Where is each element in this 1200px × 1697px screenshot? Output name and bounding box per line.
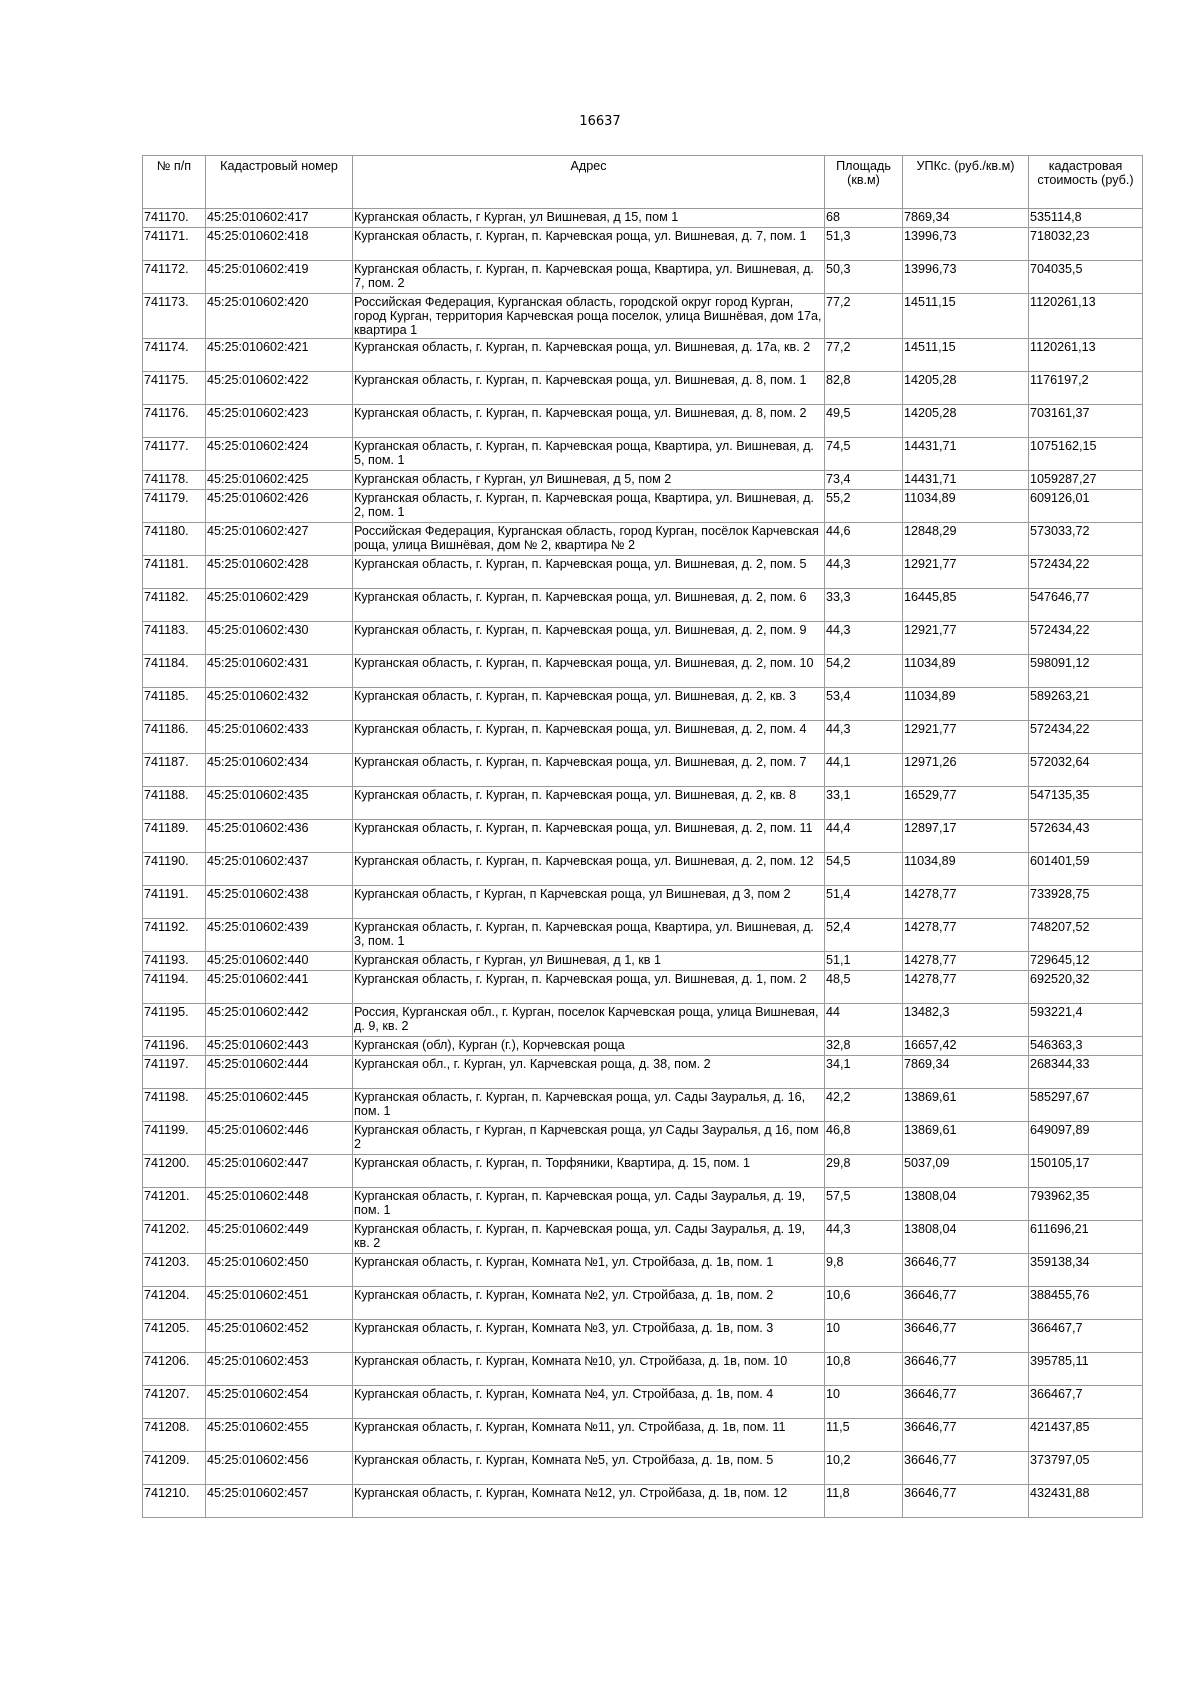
cell-area: 53,4	[825, 688, 903, 721]
cell-address: Курганская область, г. Курган, п. Карчевская роща, ул. Вишневая, д. 2, пом. 6	[353, 589, 825, 622]
cell-cadastral-value: 704035,5	[1029, 261, 1143, 294]
cell-cadastral-number: 45:25:010602:417	[206, 209, 353, 228]
cell-cadastral-number: 45:25:010602:445	[206, 1089, 353, 1122]
cell-cadastral-value: 718032,23	[1029, 228, 1143, 261]
cell-area: 11,5	[825, 1419, 903, 1452]
cell-area: 74,5	[825, 438, 903, 471]
cell-num: 741208.	[143, 1419, 206, 1452]
cell-cadastral-value: 366467,7	[1029, 1386, 1143, 1419]
cell-cadastral-number: 45:25:010602:450	[206, 1254, 353, 1287]
cell-cadastral-number: 45:25:010602:437	[206, 853, 353, 886]
cell-upks: 36646,77	[903, 1254, 1029, 1287]
cell-upks: 36646,77	[903, 1386, 1029, 1419]
cell-cadastral-value: 373797,05	[1029, 1452, 1143, 1485]
cell-num: 741199.	[143, 1122, 206, 1155]
cell-area: 44,3	[825, 556, 903, 589]
cell-cadastral-number: 45:25:010602:446	[206, 1122, 353, 1155]
table-row	[143, 209, 1143, 228]
cell-cadastral-value: 388455,76	[1029, 1287, 1143, 1320]
cell-area: 44,6	[825, 523, 903, 556]
cell-cadastral-number: 45:25:010602:422	[206, 372, 353, 405]
cell-address: Курганская область, г. Курган, п. Карчевская роща, Квартира, ул. Вишневая, д. 2, пом. 1	[353, 490, 825, 523]
cell-address: Курганская область, г. Курган, п. Карчевская роща, ул. Вишневая, д. 8, пом. 1	[353, 372, 825, 405]
cell-upks: 13482,3	[903, 1004, 1029, 1037]
header-upks: УПКс. (руб./кв.м)	[903, 156, 1029, 209]
cell-cadastral-value: 593221,4	[1029, 1004, 1143, 1037]
cell-cadastral-number: 45:25:010602:432	[206, 688, 353, 721]
cell-upks: 14278,77	[903, 886, 1029, 919]
cell-cadastral-number: 45:25:010602:419	[206, 261, 353, 294]
cell-cadastral-number: 45:25:010602:456	[206, 1452, 353, 1485]
cell-num: 741185.	[143, 688, 206, 721]
table-row	[143, 787, 1143, 820]
cell-area: 57,5	[825, 1188, 903, 1221]
cell-cadastral-value: 1176197,2	[1029, 372, 1143, 405]
cell-upks: 12897,17	[903, 820, 1029, 853]
cell-address: Курганская область, г. Курган, п. Карчевская роща, ул. Сады Зауралья, д. 19, пом. 1	[353, 1188, 825, 1221]
table-row	[143, 655, 1143, 688]
cell-num: 741178.	[143, 471, 206, 490]
cell-cadastral-value: 748207,52	[1029, 919, 1143, 952]
cell-area: 9,8	[825, 1254, 903, 1287]
cell-cadastral-value: 649097,89	[1029, 1122, 1143, 1155]
cadastral-value-table	[142, 155, 1143, 1518]
cell-address: Курганская область, г. Курган, п. Карчевская роща, Квартира, ул. Вишневая, д. 5, пом. 1	[353, 438, 825, 471]
cell-cadastral-value: 733928,75	[1029, 886, 1143, 919]
table-row	[143, 471, 1143, 490]
table-row	[143, 952, 1143, 971]
cell-upks: 13996,73	[903, 228, 1029, 261]
table-row	[143, 886, 1143, 919]
table-row	[143, 1188, 1143, 1221]
cell-upks: 12921,77	[903, 556, 1029, 589]
header-area: Площадь (кв.м)	[825, 156, 903, 209]
table-row	[143, 622, 1143, 655]
cell-area: 82,8	[825, 372, 903, 405]
table-row	[143, 1320, 1143, 1353]
cell-address: Курганская область, г Курган, п Карчевская роща, ул Сады Зауралья, д 16, пом 2	[353, 1122, 825, 1155]
header-num: № п/п	[143, 156, 206, 209]
cell-num: 741202.	[143, 1221, 206, 1254]
cell-cadastral-number: 45:25:010602:455	[206, 1419, 353, 1452]
cell-num: 741174.	[143, 339, 206, 372]
cell-area: 51,3	[825, 228, 903, 261]
cell-num: 741184.	[143, 655, 206, 688]
cell-upks: 5037,09	[903, 1155, 1029, 1188]
cell-area: 54,5	[825, 853, 903, 886]
cell-cadastral-number: 45:25:010602:447	[206, 1155, 353, 1188]
cell-address: Российская Федерация, Курганская область, городской округ город Курган, город Курган, территория Карчевская роща поселок, улица Вишнёвая, дом 17а, квартира 1	[353, 294, 825, 339]
cell-area: 33,3	[825, 589, 903, 622]
cell-upks: 14205,28	[903, 372, 1029, 405]
table-row	[143, 1386, 1143, 1419]
cell-area: 10,6	[825, 1287, 903, 1320]
cell-cadastral-number: 45:25:010602:421	[206, 339, 353, 372]
table-row	[143, 490, 1143, 523]
cell-cadastral-number: 45:25:010602:441	[206, 971, 353, 1004]
cell-cadastral-number: 45:25:010602:435	[206, 787, 353, 820]
cell-area: 48,5	[825, 971, 903, 1004]
cell-num: 741203.	[143, 1254, 206, 1287]
table-row	[143, 228, 1143, 261]
cell-address: Курганская область, г. Курган, п. Карчевская роща, ул. Сады Зауралья, д. 16, пом. 1	[353, 1089, 825, 1122]
cell-area: 68	[825, 209, 903, 228]
cell-address: Курганская область, г. Курган, п. Карчевская роща, ул. Вишневая, д. 7, пом. 1	[353, 228, 825, 261]
cell-num: 741198.	[143, 1089, 206, 1122]
table-row	[143, 1221, 1143, 1254]
cell-cadastral-value: 703161,37	[1029, 405, 1143, 438]
cell-upks: 36646,77	[903, 1452, 1029, 1485]
cell-num: 741179.	[143, 490, 206, 523]
cell-num: 741170.	[143, 209, 206, 228]
cell-cadastral-value: 573033,72	[1029, 523, 1143, 556]
cell-address: Курганская область, г. Курган, п. Карчевская роща, ул. Вишневая, д. 2, пом. 5	[353, 556, 825, 589]
cell-num: 741209.	[143, 1452, 206, 1485]
cell-cadastral-number: 45:25:010602:424	[206, 438, 353, 471]
cell-upks: 12921,77	[903, 622, 1029, 655]
cell-num: 741196.	[143, 1037, 206, 1056]
cell-cadastral-value: 1075162,15	[1029, 438, 1143, 471]
table-row	[143, 405, 1143, 438]
cell-address: Курганская область, г. Курган, п. Карчевская роща, ул. Вишневая, д. 17а, кв. 2	[353, 339, 825, 372]
cell-cadastral-value: 432431,88	[1029, 1485, 1143, 1518]
cell-num: 741205.	[143, 1320, 206, 1353]
cell-cadastral-value: 598091,12	[1029, 655, 1143, 688]
cell-upks: 36646,77	[903, 1353, 1029, 1386]
cell-cadastral-number: 45:25:010602:434	[206, 754, 353, 787]
cell-area: 51,1	[825, 952, 903, 971]
cell-num: 741190.	[143, 853, 206, 886]
cell-address: Курганская область, г. Курган, п. Карчевская роща, ул. Сады Зауралья, д. 19, кв. 2	[353, 1221, 825, 1254]
table-row	[143, 1419, 1143, 1452]
cell-address: Курганская область, г. Курган, Комната №1, ул. Стройбаза, д. 1в, пом. 1	[353, 1254, 825, 1287]
cell-cadastral-number: 45:25:010602:429	[206, 589, 353, 622]
cell-area: 54,2	[825, 655, 903, 688]
cell-cadastral-value: 611696,21	[1029, 1221, 1143, 1254]
cell-cadastral-value: 601401,59	[1029, 853, 1143, 886]
cell-cadastral-number: 45:25:010602:423	[206, 405, 353, 438]
cell-cadastral-number: 45:25:010602:454	[206, 1386, 353, 1419]
cell-num: 741182.	[143, 589, 206, 622]
table-row	[143, 438, 1143, 471]
cell-num: 741204.	[143, 1287, 206, 1320]
cell-address: Курганская область, г. Курган, п. Карчевская роща, ул. Вишневая, д. 2, пом. 7	[353, 754, 825, 787]
cell-area: 42,2	[825, 1089, 903, 1122]
cell-cadastral-value: 572032,64	[1029, 754, 1143, 787]
cell-upks: 7869,34	[903, 1056, 1029, 1089]
cell-num: 741187.	[143, 754, 206, 787]
cell-address: Курганская область, г. Курган, п. Карчевская роща, ул. Вишневая, д. 2, кв. 3	[353, 688, 825, 721]
cell-upks: 14511,15	[903, 339, 1029, 372]
cell-upks: 7869,34	[903, 209, 1029, 228]
table-row	[143, 294, 1143, 339]
cell-cadastral-value: 793962,35	[1029, 1188, 1143, 1221]
cell-cadastral-number: 45:25:010602:449	[206, 1221, 353, 1254]
cell-cadastral-value: 535114,8	[1029, 209, 1143, 228]
cell-area: 32,8	[825, 1037, 903, 1056]
table-row	[143, 1037, 1143, 1056]
cell-cadastral-number: 45:25:010602:426	[206, 490, 353, 523]
cell-address: Курганская область, г. Курган, Комната №12, ул. Стройбаза, д. 1в, пом. 12	[353, 1485, 825, 1518]
cell-cadastral-value: 572434,22	[1029, 622, 1143, 655]
table-header-row	[143, 156, 1143, 209]
cell-area: 44,3	[825, 1221, 903, 1254]
cell-num: 741183.	[143, 622, 206, 655]
cell-num: 741181.	[143, 556, 206, 589]
cell-cadastral-value: 359138,34	[1029, 1254, 1143, 1287]
cell-address: Курганская область, г. Курган, п. Карчевская роща, Квартира, ул. Вишневая, д. 7, пом. 2	[353, 261, 825, 294]
cell-upks: 16445,85	[903, 589, 1029, 622]
cell-area: 10	[825, 1320, 903, 1353]
cell-area: 44	[825, 1004, 903, 1037]
cell-cadastral-number: 45:25:010602:427	[206, 523, 353, 556]
cell-address: Курганская область, г. Курган, Комната №4, ул. Стройбаза, д. 1в, пом. 4	[353, 1386, 825, 1419]
cell-upks: 11034,89	[903, 853, 1029, 886]
cell-cadastral-number: 45:25:010602:457	[206, 1485, 353, 1518]
cell-cadastral-number: 45:25:010602:444	[206, 1056, 353, 1089]
cell-cadastral-value: 609126,01	[1029, 490, 1143, 523]
cell-cadastral-number: 45:25:010602:433	[206, 721, 353, 754]
cell-area: 44,4	[825, 820, 903, 853]
cell-area: 44,3	[825, 721, 903, 754]
cell-cadastral-value: 546363,3	[1029, 1037, 1143, 1056]
cell-upks: 36646,77	[903, 1485, 1029, 1518]
cell-address: Российская Федерация, Курганская область, город Курган, посёлок Карчевская роща, улица Вишнёвая, дом № 2, квартира № 2	[353, 523, 825, 556]
table-row	[143, 556, 1143, 589]
cell-address: Россия, Курганская обл., г. Курган, поселок Карчевская роща, улица Вишневая, д. 9, кв. 2	[353, 1004, 825, 1037]
cell-address: Курганская область, г Курган, ул Вишневая, д 15, пом 1	[353, 209, 825, 228]
cell-num: 741186.	[143, 721, 206, 754]
cell-address: Курганская область, г. Курган, п. Карчевская роща, ул. Вишневая, д. 8, пом. 2	[353, 405, 825, 438]
cell-num: 741207.	[143, 1386, 206, 1419]
cell-upks: 36646,77	[903, 1419, 1029, 1452]
cell-cadastral-number: 45:25:010602:442	[206, 1004, 353, 1037]
cell-address: Курганская область, г. Курган, Комната №11, ул. Стройбаза, д. 1в, пом. 11	[353, 1419, 825, 1452]
cell-area: 29,8	[825, 1155, 903, 1188]
cell-num: 741172.	[143, 261, 206, 294]
table-row	[143, 971, 1143, 1004]
cell-cadastral-value: 421437,85	[1029, 1419, 1143, 1452]
cell-cadastral-value: 547646,77	[1029, 589, 1143, 622]
cell-area: 77,2	[825, 339, 903, 372]
table-row	[143, 589, 1143, 622]
cell-cadastral-value: 572434,22	[1029, 721, 1143, 754]
cell-upks: 11034,89	[903, 688, 1029, 721]
cell-num: 741176.	[143, 405, 206, 438]
cell-upks: 36646,77	[903, 1320, 1029, 1353]
cell-cadastral-value: 692520,32	[1029, 971, 1143, 1004]
table-row	[143, 1287, 1143, 1320]
cell-cadastral-value: 366467,7	[1029, 1320, 1143, 1353]
cell-cadastral-number: 45:25:010602:425	[206, 471, 353, 490]
cell-area: 55,2	[825, 490, 903, 523]
table-row	[143, 339, 1143, 372]
cell-upks: 13808,04	[903, 1221, 1029, 1254]
table-row	[143, 1004, 1143, 1037]
cell-upks: 16657,42	[903, 1037, 1029, 1056]
cell-address: Курганская область, г Курган, ул Вишневая, д 1, кв 1	[353, 952, 825, 971]
cell-upks: 12848,29	[903, 523, 1029, 556]
header-address: Адрес	[353, 156, 825, 209]
cell-cadastral-value: 572634,43	[1029, 820, 1143, 853]
cell-num: 741195.	[143, 1004, 206, 1037]
cell-cadastral-value: 547135,35	[1029, 787, 1143, 820]
table-row	[143, 919, 1143, 952]
cell-cadastral-number: 45:25:010602:448	[206, 1188, 353, 1221]
cell-address: Курганская область, г. Курган, п. Карчевская роща, ул. Вишневая, д. 2, пом. 11	[353, 820, 825, 853]
cell-area: 77,2	[825, 294, 903, 339]
cell-address: Курганская область, г. Курган, п. Карчевская роща, ул. Вишневая, д. 2, пом. 4	[353, 721, 825, 754]
cell-upks: 16529,77	[903, 787, 1029, 820]
cell-num: 741193.	[143, 952, 206, 971]
cell-upks: 14205,28	[903, 405, 1029, 438]
cell-area: 10,8	[825, 1353, 903, 1386]
cell-cadastral-number: 45:25:010602:436	[206, 820, 353, 853]
cell-num: 741189.	[143, 820, 206, 853]
cell-upks: 13808,04	[903, 1188, 1029, 1221]
cell-num: 741180.	[143, 523, 206, 556]
table-row	[143, 853, 1143, 886]
cell-area: 49,5	[825, 405, 903, 438]
cell-upks: 14278,77	[903, 971, 1029, 1004]
cell-address: Курганская область, г. Курган, Комната №10, ул. Стройбаза, д. 1в, пом. 10	[353, 1353, 825, 1386]
cell-cadastral-number: 45:25:010602:438	[206, 886, 353, 919]
cell-cadastral-number: 45:25:010602:451	[206, 1287, 353, 1320]
table-row	[143, 1254, 1143, 1287]
cell-address: Курганская область, г. Курган, Комната №3, ул. Стройбаза, д. 1в, пом. 3	[353, 1320, 825, 1353]
cell-address: Курганская область, г. Курган, п. Карчевская роща, ул. Вишневая, д. 2, пом. 12	[353, 853, 825, 886]
cell-upks: 12921,77	[903, 721, 1029, 754]
page-number: 16637	[579, 114, 621, 129]
table-row	[143, 1122, 1143, 1155]
cell-cadastral-value: 395785,11	[1029, 1353, 1143, 1386]
cell-cadastral-number: 45:25:010602:418	[206, 228, 353, 261]
table-row	[143, 1452, 1143, 1485]
cell-cadastral-number: 45:25:010602:440	[206, 952, 353, 971]
cell-cadastral-number: 45:25:010602:431	[206, 655, 353, 688]
cell-address: Курганская (обл), Курган (г.), Корчевская роща	[353, 1037, 825, 1056]
cell-address: Курганская область, г. Курган, п. Карчевская роща, ул. Вишневая, д. 2, кв. 8	[353, 787, 825, 820]
cell-cadastral-number: 45:25:010602:453	[206, 1353, 353, 1386]
cell-cadastral-number: 45:25:010602:452	[206, 1320, 353, 1353]
table-row	[143, 261, 1143, 294]
header-cadastral-value: кадастровая стоимость (руб.)	[1029, 156, 1143, 209]
cell-num: 741210.	[143, 1485, 206, 1518]
cell-address: Курганская область, г. Курган, п. Карчевская роща, ул. Вишневая, д. 1, пом. 2	[353, 971, 825, 1004]
cell-num: 741177.	[143, 438, 206, 471]
cell-address: Курганская область, г. Курган, п. Карчевская роща, Квартира, ул. Вишневая, д. 3, пом. 1	[353, 919, 825, 952]
table-row	[143, 1089, 1143, 1122]
cell-upks: 36646,77	[903, 1287, 1029, 1320]
cell-upks: 13869,61	[903, 1122, 1029, 1155]
cell-area: 34,1	[825, 1056, 903, 1089]
cell-address: Курганская область, г Курган, ул Вишневая, д 5, пом 2	[353, 471, 825, 490]
cell-address: Курганская область, г Курган, п Карчевская роща, ул Вишневая, д 3, пом 2	[353, 886, 825, 919]
cell-area: 11,8	[825, 1485, 903, 1518]
cell-num: 741188.	[143, 787, 206, 820]
cell-cadastral-number: 45:25:010602:439	[206, 919, 353, 952]
cell-area: 52,4	[825, 919, 903, 952]
cell-area: 73,4	[825, 471, 903, 490]
table-row	[143, 754, 1143, 787]
cell-cadastral-value: 572434,22	[1029, 556, 1143, 589]
cell-num: 741194.	[143, 971, 206, 1004]
cell-cadastral-number: 45:25:010602:443	[206, 1037, 353, 1056]
cell-area: 44,1	[825, 754, 903, 787]
cell-num: 741173.	[143, 294, 206, 339]
cell-upks: 12971,26	[903, 754, 1029, 787]
header-cadastral-number: Кадастровый номер	[206, 156, 353, 209]
cell-cadastral-value: 1059287,27	[1029, 471, 1143, 490]
cell-address: Курганская область, г. Курган, Комната №2, ул. Стройбаза, д. 1в, пом. 2	[353, 1287, 825, 1320]
cell-upks: 14431,71	[903, 471, 1029, 490]
cell-upks: 11034,89	[903, 490, 1029, 523]
cell-address: Курганская область, г. Курган, Комната №5, ул. Стройбаза, д. 1в, пом. 5	[353, 1452, 825, 1485]
cell-cadastral-value: 585297,67	[1029, 1089, 1143, 1122]
cell-area: 50,3	[825, 261, 903, 294]
cell-area: 10,2	[825, 1452, 903, 1485]
cell-area: 51,4	[825, 886, 903, 919]
cell-address: Курганская область, г. Курган, п. Карчевская роща, ул. Вишневая, д. 2, пом. 9	[353, 622, 825, 655]
table-row	[143, 1155, 1143, 1188]
cell-upks: 13869,61	[903, 1089, 1029, 1122]
cell-num: 741206.	[143, 1353, 206, 1386]
cell-cadastral-number: 45:25:010602:428	[206, 556, 353, 589]
cell-area: 10	[825, 1386, 903, 1419]
cell-num: 741200.	[143, 1155, 206, 1188]
table-row	[143, 523, 1143, 556]
cell-address: Курганская область, г. Курган, п. Карчевская роща, ул. Вишневая, д. 2, пом. 10	[353, 655, 825, 688]
table-row	[143, 1056, 1143, 1089]
cell-upks: 13996,73	[903, 261, 1029, 294]
cell-upks: 14278,77	[903, 952, 1029, 971]
cell-num: 741201.	[143, 1188, 206, 1221]
cell-address: Курганская обл., г. Курган, ул. Карчевская роща, д. 38, пом. 2	[353, 1056, 825, 1089]
cell-cadastral-value: 1120261,13	[1029, 294, 1143, 339]
table-row	[143, 372, 1143, 405]
cell-num: 741197.	[143, 1056, 206, 1089]
cell-cadastral-value: 729645,12	[1029, 952, 1143, 971]
table-row	[143, 721, 1143, 754]
cell-num: 741192.	[143, 919, 206, 952]
cell-address: Курганская область, г. Курган, п. Торфяники, Квартира, д. 15, пом. 1	[353, 1155, 825, 1188]
cell-upks: 14278,77	[903, 919, 1029, 952]
cell-cadastral-value: 1120261,13	[1029, 339, 1143, 372]
cell-cadastral-value: 589263,21	[1029, 688, 1143, 721]
cell-cadastral-number: 45:25:010602:420	[206, 294, 353, 339]
table-row	[143, 1485, 1143, 1518]
cell-cadastral-number: 45:25:010602:430	[206, 622, 353, 655]
cell-num: 741171.	[143, 228, 206, 261]
cell-upks: 11034,89	[903, 655, 1029, 688]
table-row	[143, 688, 1143, 721]
cell-cadastral-value: 150105,17	[1029, 1155, 1143, 1188]
table-row	[143, 1353, 1143, 1386]
cell-area: 46,8	[825, 1122, 903, 1155]
cell-upks: 14431,71	[903, 438, 1029, 471]
cell-upks: 14511,15	[903, 294, 1029, 339]
cell-area: 44,3	[825, 622, 903, 655]
cell-num: 741175.	[143, 372, 206, 405]
cell-cadastral-value: 268344,33	[1029, 1056, 1143, 1089]
cell-area: 33,1	[825, 787, 903, 820]
table-row	[143, 820, 1143, 853]
cell-num: 741191.	[143, 886, 206, 919]
